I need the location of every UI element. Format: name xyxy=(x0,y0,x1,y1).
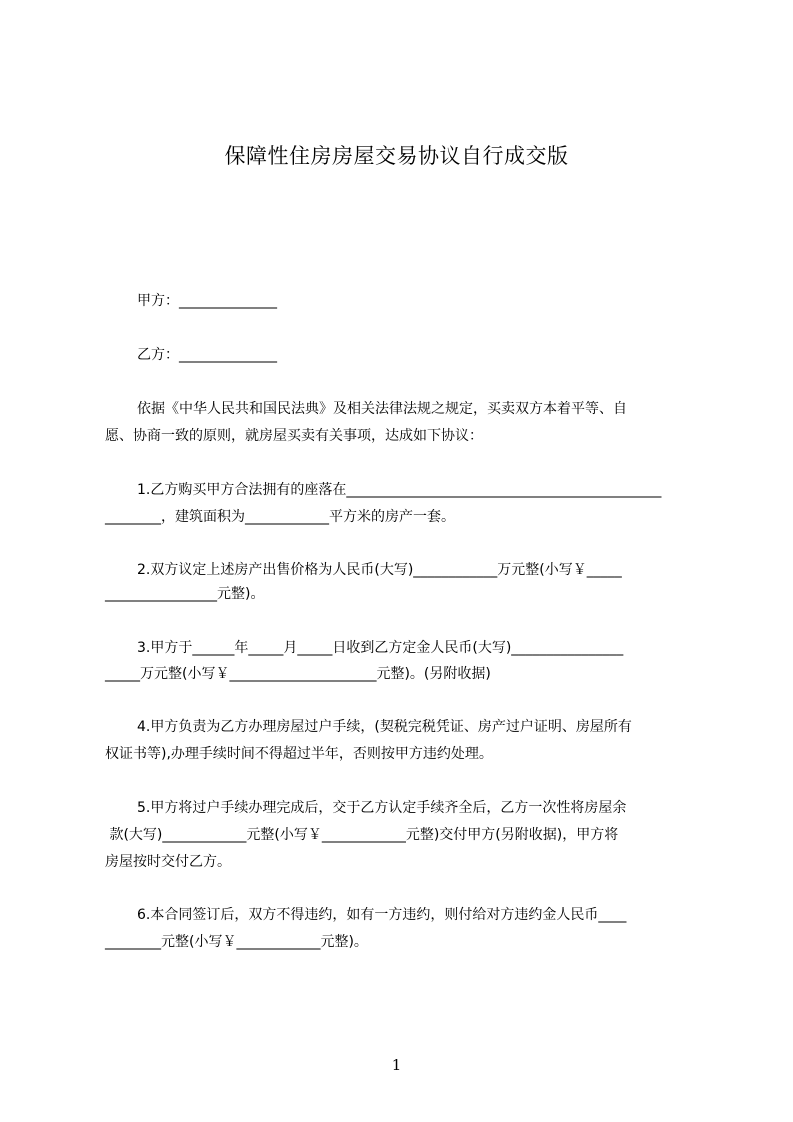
clause-2-line-1: 2.双方议定上述房产出售价格为人民币(大写)____________万元整(小写￥_____ xyxy=(137,562,622,578)
clause-3-line-1: 3.甲方于______年_____月_____日收到乙方定金人民币(大写)________________ xyxy=(137,640,624,656)
clause-5-line-3: 房屋按时交付乙方。 xyxy=(105,854,231,870)
document-title: 保障性住房房屋交易协议自行成交版 xyxy=(224,144,569,168)
preamble-line-1: 依据《中华人民共和国民法典》及相关法律法规之规定，买卖双方本着平等、自 xyxy=(137,401,627,417)
clause-1-line-2: ________，建筑面积为____________平方米的房产一套。 xyxy=(105,509,455,525)
clause-5-line-2: 款(大写)____________元整(小写￥____________元整)交付甲方(另附收据)，甲方将 xyxy=(105,827,619,843)
clause-6-line-2: ________元整(小写￥____________元整)。 xyxy=(105,934,368,950)
clause-4-line-2: 权证书等),办理手续时间不得超过半年，否则按甲方违约处理。 xyxy=(105,746,493,762)
clause-3-line-2: _____万元整(小写￥_____________________元整)。(另附收据) xyxy=(105,666,491,682)
clause-5-line-1: 5.甲方将过户手续办理完成后，交于乙方认定手续齐全后，乙方一次性将房屋余 xyxy=(137,800,627,816)
clause-6-line-1: 6.本合同签订后，双方不得违约，如有一方违约，则付给对方违约金人民币____ xyxy=(137,907,627,923)
page-number: 1 xyxy=(391,1056,402,1074)
party-b-line: 乙方：______________ xyxy=(137,347,277,363)
clause-1-line-1: 1.乙方购买甲方合法拥有的座落在_____________________________________________ xyxy=(137,482,662,498)
preamble-line-2: 愿、协商一致的原则，就房屋买卖有关事项，达成如下协议： xyxy=(105,428,483,444)
clause-2-line-2: ________________元整)。 xyxy=(105,586,265,602)
party-a-line: 甲方：______________ xyxy=(137,293,277,309)
clause-4-line-1: 4.甲方负责为乙方办理房屋过户手续，(契税完税凭证、房产过户证明、房屋所有 xyxy=(137,719,632,735)
